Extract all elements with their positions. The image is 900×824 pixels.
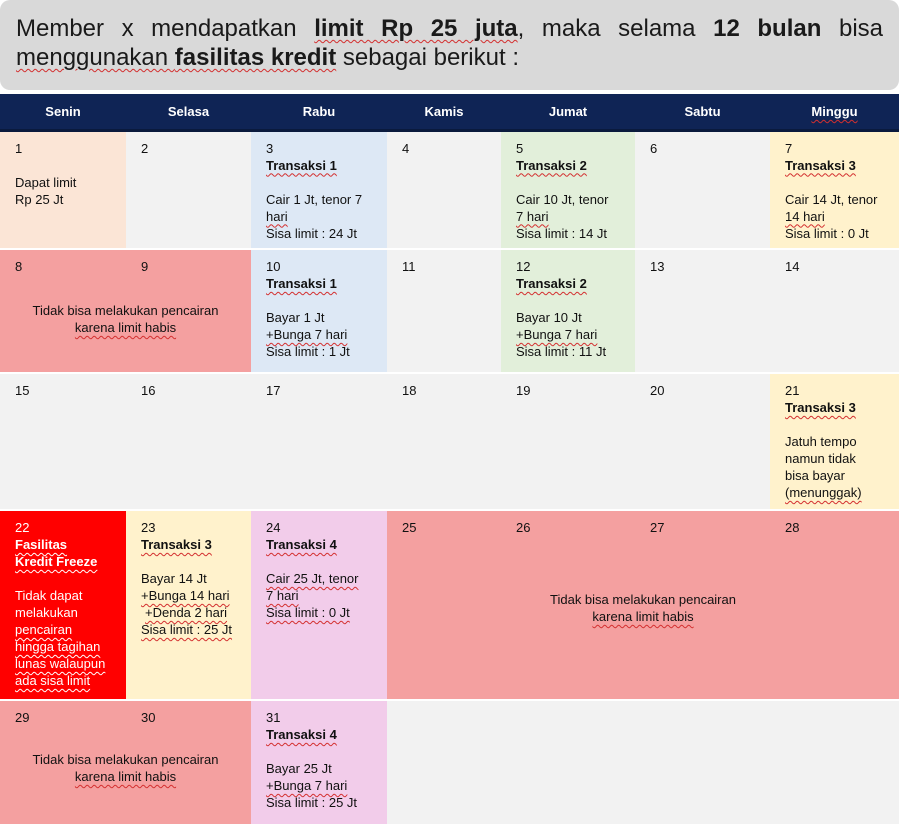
blocked-message: Tidak bisa melakukan pencairan karena limit habis	[32, 752, 219, 784]
transaction-title: Transaksi 3	[785, 157, 856, 173]
week-row	[0, 130, 899, 249]
day-number: 26	[516, 520, 531, 535]
day-number: 27	[650, 520, 665, 535]
freeze-title: Fasilitas	[15, 537, 68, 552]
day-cell-2	[126, 130, 251, 249]
day-cell-16	[126, 373, 251, 510]
blocked-message: Tidak bisa melakukan pencairan karena limit habis	[32, 303, 219, 335]
day-number: 28	[785, 520, 800, 535]
day-cell-7: 7 Transaksi 3 Cair 14 Jt, tenor 14 hari Sisa limit : 0 Jt	[770, 130, 899, 249]
day-number: 29	[15, 710, 30, 725]
day-number: 13	[650, 259, 665, 274]
title-line-2: menggunakan fasilitas kredit sebagai berikut :	[16, 44, 519, 71]
day-number: 19	[516, 383, 531, 398]
day-number: 3	[266, 140, 274, 156]
blocked-range-8-9	[0, 249, 251, 373]
day-number: 6	[650, 140, 658, 156]
day-number: 14	[785, 259, 800, 274]
transaction-title: Transaksi 2	[516, 157, 587, 173]
day-number: 15	[15, 383, 30, 398]
day-cell-3: 3 Transaksi 1 Cair 1 Jt, tenor 7 hari Sisa limit : 24 Jt	[251, 130, 387, 249]
day-cell-17	[251, 373, 387, 510]
day-number: 1	[15, 140, 23, 156]
day-cell-13	[635, 249, 770, 373]
day-number: 8	[15, 259, 23, 274]
blocked-range-25-28	[387, 510, 899, 700]
day-number: 20	[650, 383, 665, 398]
day-cell-15	[0, 373, 126, 510]
day-number: 23	[141, 520, 156, 535]
day-number: 18	[402, 383, 417, 398]
day-number: 2	[141, 140, 149, 156]
weekday-header: Kamis	[387, 94, 501, 130]
transaction-title: Transaksi 2	[516, 276, 587, 291]
duration: 12 bulan	[713, 15, 822, 42]
day-number: 30	[141, 710, 156, 725]
day-cell-22: 22 Fasilitas Kredit Freeze Tidak dapat melakukan pencairan hingga tagihan lunas walaupun ada sisa limit	[0, 510, 126, 700]
day-cell-10: 10 Transaksi 1 Bayar 1 Jt +Bunga 7 hari Sisa limit : 1 Jt	[251, 249, 387, 373]
weekday-header: Selasa	[126, 94, 251, 130]
limit-amount: limit Rp 25 juta	[314, 15, 518, 42]
weekday-header: Minggu	[770, 94, 899, 130]
transaction-title: Transaksi 4	[266, 537, 337, 552]
day-cell-5: 5 Transaksi 2 Cair 10 Jt, tenor 7 hari Sisa limit : 14 Jt	[501, 130, 635, 249]
blocked-range-29-30	[0, 700, 251, 824]
transaction-title: Transaksi 3	[141, 537, 212, 552]
weekday-header: Sabtu	[635, 94, 770, 130]
day-cell-24: 24 Transaksi 4 Cair 25 Jt, tenor 7 hari Sisa limit : 0 Jt	[251, 510, 387, 700]
day-cell-23: 23 Transaksi 3 Bayar 14 Jt +Bunga 14 hari +Denda 2 hari Sisa limit : 25 Jt	[126, 510, 251, 700]
transaction-title: Transaksi 1	[266, 276, 337, 291]
weekday-header: Rabu	[251, 94, 387, 130]
day-number: 16	[141, 383, 156, 398]
empty-cell	[387, 700, 899, 824]
credit-facility: fasilitas kredit	[174, 44, 337, 71]
day-number: 11	[402, 259, 416, 274]
day-number: 17	[266, 383, 281, 398]
day-number: 10	[266, 259, 281, 274]
week-row	[0, 510, 899, 700]
blocked-message: Tidak bisa melakukan pencairan karena limit habis	[550, 592, 736, 624]
week-row	[0, 373, 899, 510]
day-cell-31: 31 Transaksi 4 Bayar 25 Jt +Bunga 7 hari Sisa limit : 25 Jt	[251, 700, 387, 824]
day-cell-6	[635, 130, 770, 249]
day-number: 21	[785, 383, 800, 398]
transaction-title: Transaksi 1	[266, 157, 337, 173]
day-cell-18	[387, 373, 501, 510]
weekday-header: Senin	[0, 94, 126, 130]
day-cell-21: 21 Transaksi 3 Jatuh tempo namun tidak bisa bayar (menunggak)	[770, 373, 899, 510]
week-row	[0, 249, 899, 373]
day-number: 5	[516, 140, 524, 156]
title-line-1: Member x mendapatkan limit Rp 25 juta, maka selama 12 bulan bisa	[16, 15, 883, 42]
transaction-title: Transaksi 3	[785, 400, 856, 415]
week-row	[0, 700, 899, 824]
day-cell-19	[501, 373, 635, 510]
weekday-header: Jumat	[501, 94, 635, 130]
day-cell-14	[770, 249, 899, 373]
weekday-header-row	[0, 94, 899, 130]
day-number: 7	[785, 140, 793, 156]
day-number: 4	[402, 140, 410, 156]
day-cell-12: 12 Transaksi 2 Bayar 10 Jt +Bunga 7 hari Sisa limit : 11 Jt	[501, 249, 635, 373]
calendar-table	[0, 94, 899, 824]
day-cell-4	[387, 130, 501, 249]
freeze-title: Kredit Freeze	[15, 554, 98, 569]
day-cell-11	[387, 249, 501, 373]
transaction-title: Transaksi 4	[266, 727, 337, 742]
day-number: 31	[266, 710, 281, 725]
day-number: 24	[266, 520, 281, 535]
day-cell-1: 1 Dapat limit Rp 25 Jt	[0, 130, 126, 249]
day-number: 12	[516, 259, 531, 274]
day-number: 22	[15, 520, 30, 535]
day-number: 9	[141, 259, 149, 274]
day-number: 25	[402, 520, 417, 535]
page-title	[0, 0, 899, 90]
day-cell-20	[635, 373, 770, 510]
